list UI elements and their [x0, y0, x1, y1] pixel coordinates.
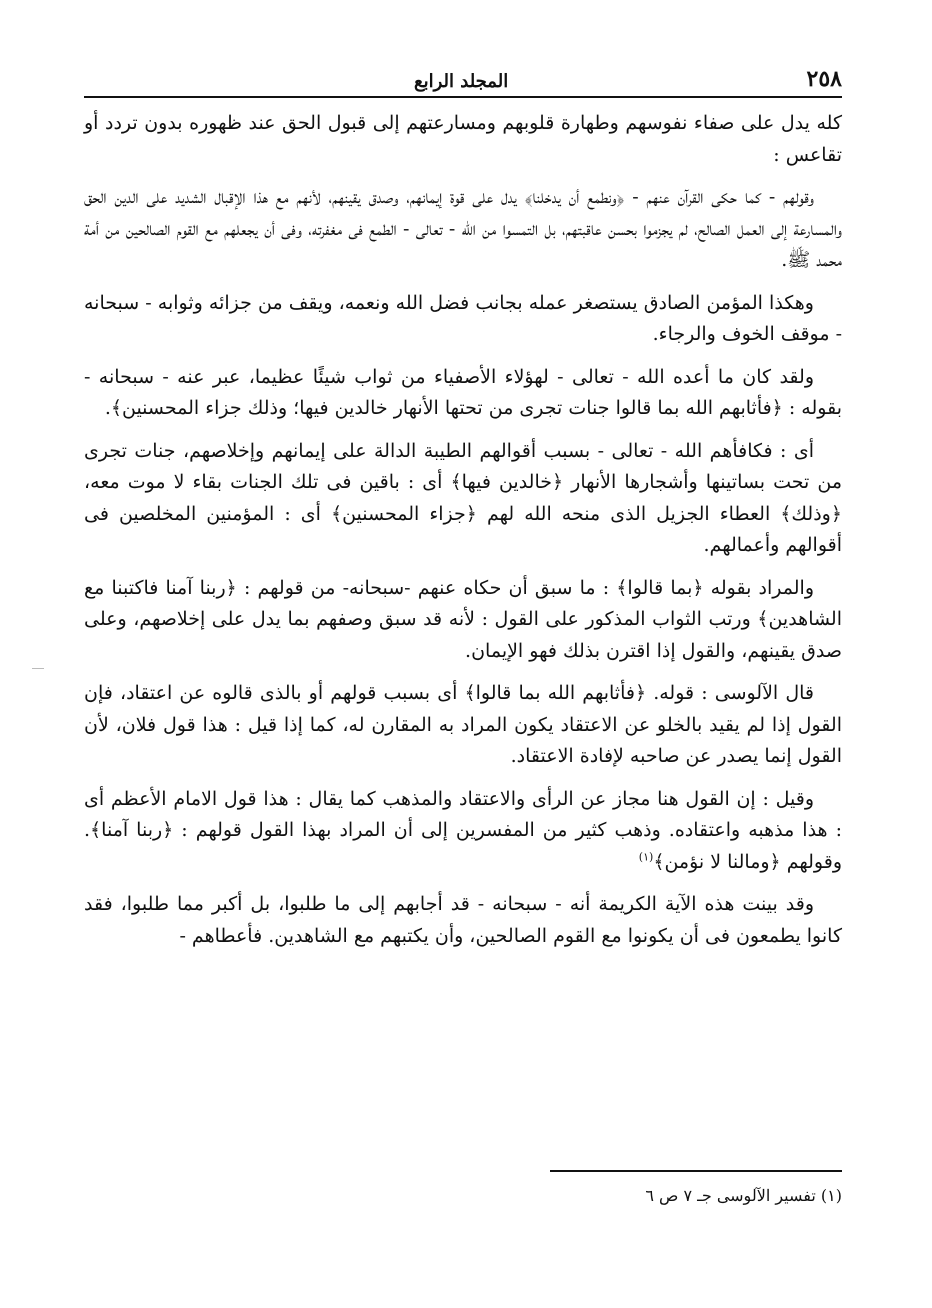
page-number: ٢٥٨ [806, 66, 842, 92]
paragraph-4: ولقد كان ما أعده الله - تعالى - لهؤلاء الأصفياء من ثواب شيئًا عظيما، عبر عنه - سبحانه - بقوله : ﴿فأثابهم الله بما قالوا جنات تجرى من تحتها الأنهار خالدين فيها؛ وذلك جزاء المحسنين﴾. [84, 365, 842, 419]
paragraph-9: وقد بينت هذه الآية الكريمة أنه - سبحانه - قد أجابهم إلى ما طلبوا، بل أكبر مما طلبوا، فقد كانوا يطمعون فى أن يكونوا مع القوم الصالحين، وأن يكتبهم مع الشاهدين. فأعطاهم - [84, 893, 842, 947]
page-header [84, 52, 842, 92]
margin-mark [32, 668, 44, 669]
paragraph-8-text: وقيل : إن القول هنا مجاز عن الرأى والاعتقاد والمذهب كما يقال : هذا قول الامام الأعظم أى : هذا مذهبه واعتقاده. وذهب كثير من المفسرين إلى أن المراد بهذا القول قولهم : ﴿ربنا آمنا﴾. وقولهم ﴿ومالنا لا نؤمن﴾ [84, 787, 842, 873]
paragraph-3: وهكذا المؤمن الصادق يستصغر عمله بجانب فضل الله ونعمه، ويقف من جزائه وثوابه - سبحانه - موقف الخوف والرجاء. [84, 291, 842, 345]
body-text [84, 108, 842, 963]
paragraph-1: كله يدل على صفاء نفوسهم وطهارة قلوبهم ومسارعتهم إلى قبول الحق عند ظهوره بدون تردد أو تقاعس : [84, 112, 842, 166]
footnote-reference: (١) [638, 850, 654, 864]
paragraph-6: والمراد بقوله ﴿بما قالوا﴾ : ما سبق أن حكاه عنهم -سبحانه- من قولهم : ﴿ربنا آمنا فاكتبنا مع الشاهدين﴾ ورتب الثواب المذكور على القول : لأنه قد سبق وصفهم بما يدل على إخلاصهم، وعلى صدق يقينهم، والقول إذا اقترن بذلك فهو الإيمان. [84, 576, 842, 662]
paragraph-8 [84, 784, 842, 879]
paragraph-5: أى : فكافأهم الله - تعالى - بسبب أقوالهم الطيبة الدالة على إيمانهم وإخلاصهم، جنات تجرى من تحت بساتينها وأشجارها الأنهار ﴿خالدين فيها﴾ أى : باقين فى تلك الجنات بقاء لا موت معه، ﴿وذلك﴾ العطاء الجزيل الذى منحه الله لهم ﴿جزاء المحسنين﴾ أى : المؤمنين المخلصين فى أقوالهم وأعمالهم. [84, 439, 842, 556]
header-rule [84, 96, 842, 98]
footnote-rule [550, 1170, 842, 1172]
paragraph-7: قال الآلوسى : قوله. ﴿فأثابهم الله بما قالوا﴾ أى بسبب قولهم أو بالذى قالوه عن اعتقاد، فإن القول إذا لم يقيد بالخلو عن الاعتقاد يكون المراد به المقارن له، كما إذا قيل : هذا قول فلان، لأن القول إنما يصدر عن صاحبه لإفادة الاعتقاد. [84, 682, 842, 767]
footnote: (١) تفسير الآلوسى جـ ٧ ص ٦ [645, 1186, 842, 1205]
running-head: المجلد الرابع [414, 71, 509, 92]
paragraph-2: وقولهم - كما حكى القرآن عنهم - ﴿ونطمع أن يدخلنا﴾ يدل على قوة إيمانهم، وصدق يقينهم، لأنهم مع هذا الإقبال الشديد على الدين الحق والمسارعة إلى العمل الصالح، لم يجزموا بحسن عاقبتهم، بل التمسوا من الله - تعالى - الطمع فى مغفرته، وفى أن يجعلهم مع القوم الصالحين من أمة محمد ﷺ. [84, 186, 842, 271]
